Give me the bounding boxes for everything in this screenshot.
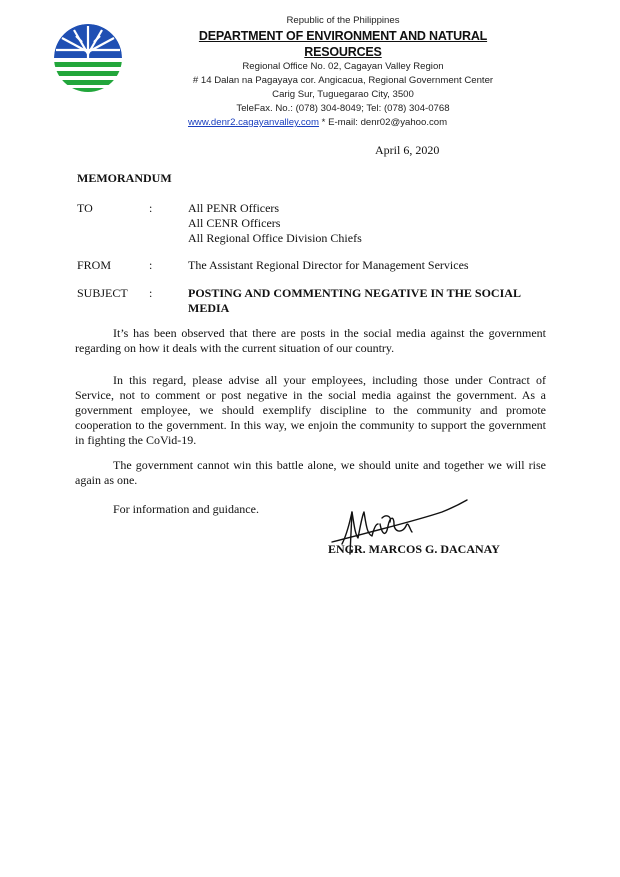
website-link[interactable]: www.denr2.cagayanvalley.com — [188, 117, 319, 128]
from-colon: : — [149, 258, 153, 272]
to-colon: : — [149, 201, 153, 215]
denr-logo — [52, 22, 124, 94]
subject-label: SUBJECT — [77, 286, 128, 300]
memo-date: April 6, 2020 — [375, 143, 440, 157]
republic-line: Republic of the Philippines — [286, 15, 400, 26]
contact-line — [160, 116, 526, 130]
subject-value: POSTING AND COMMENTING NEGATIVE IN THE SOCIAL MEDIA — [188, 286, 521, 315]
address-line-1: # 14 Dalan na Pagayaya cor. Angicacua, Regional Government Center — [192, 75, 494, 86]
recipient-line: All Regional Office Division Chiefs — [188, 231, 362, 245]
subject-colon: : — [149, 286, 153, 300]
closing-line: For information and guidance. — [113, 502, 259, 516]
body-paragraph: In this regard, please advise all your employees, including those under Contract of Service, not to comment or post negative in the social media against the government. As a government employee, we should exemplify discipline to the community and promote cooperation to the government. In this way, we enjoin the community to support the government in fighting the CoVid-19. — [75, 373, 546, 447]
from-value: The Assistant Regional Director for Management Services — [188, 258, 469, 272]
phone-line: TeleFax. No.: (078) 304-8049; Tel: (078) 304-0768 — [236, 103, 450, 114]
recipient-line: All PENR Officers — [188, 201, 280, 215]
to-recipients — [188, 201, 362, 246]
to-label: TO — [77, 201, 93, 215]
email-text: * E-mail: denr02@yahoo.com — [321, 117, 448, 128]
letterhead — [160, 14, 526, 130]
from-label: FROM — [77, 258, 112, 272]
body-paragraph: The government cannot win this battle alone, we should unite and together we will rise again as one. — [75, 458, 546, 487]
department-name: DEPARTMENT OF ENVIRONMENT AND NATURAL RESOURCES — [198, 29, 488, 59]
region-line: Regional Office No. 02, Cagayan Valley Region — [242, 61, 444, 72]
signatory-name: ENGR. MARCOS G. DACANAY — [328, 542, 500, 556]
address-line-2: Carig Sur, Tuguegarao City, 3500 — [272, 89, 414, 100]
recipient-line: All CENR Officers — [188, 216, 281, 230]
body-paragraph: It’s has been observed that there are posts in the social media against the government regarding on how it deals with the current situation of our country. — [75, 326, 546, 355]
memo-title: MEMORANDUM — [77, 171, 172, 185]
